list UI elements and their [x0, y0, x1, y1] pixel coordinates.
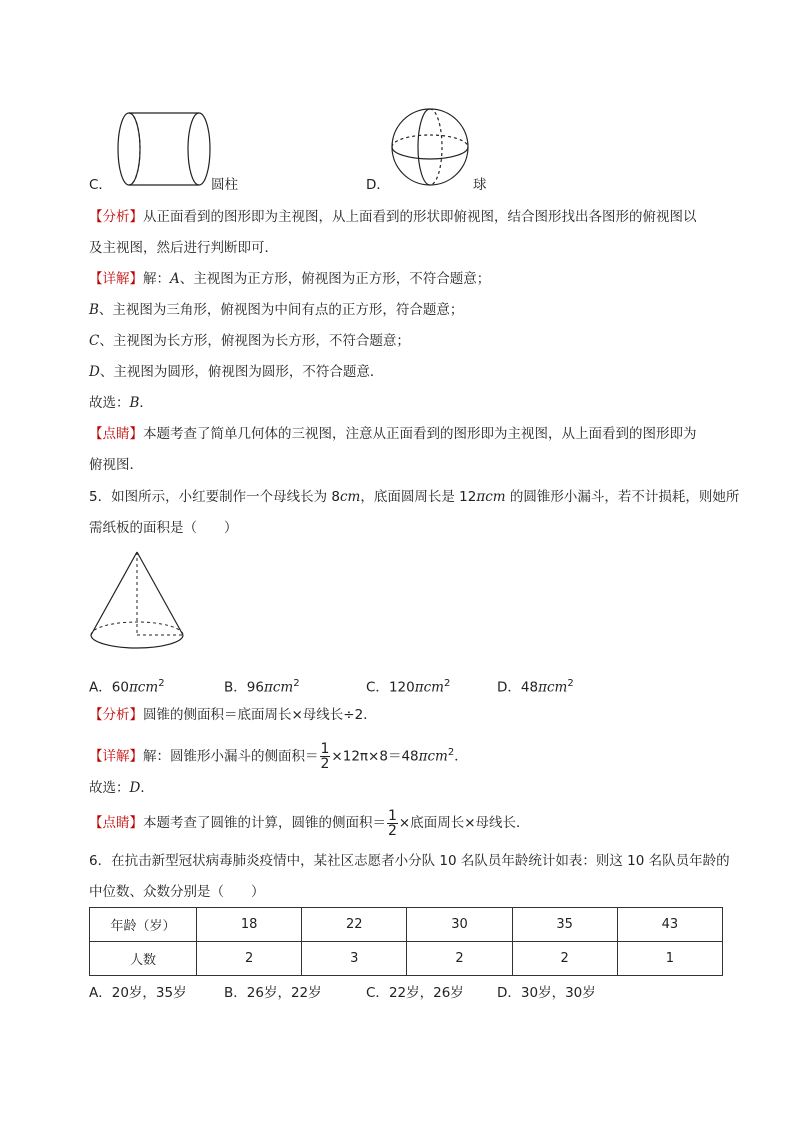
- q5-detail: [89, 736, 468, 774]
- answer-prefix: 故选：: [89, 780, 130, 796]
- detail-tag: 【详解】: [89, 748, 143, 765]
- table-row: [90, 908, 723, 942]
- option-label: A．: [89, 985, 112, 1001]
- option-unit: πcm: [128, 679, 159, 696]
- q6-option-d: [497, 983, 596, 1003]
- table-cell: 22: [302, 908, 407, 942]
- comment-text: ×底面周长×母线长．: [398, 815, 530, 831]
- q6-stem-line1: 6．在抗击新型冠状病毒肺炎疫情中，某社区志愿者小分队 10 名队员年龄统计如表：则这 10 名队员年龄的: [89, 853, 730, 869]
- q4-answer: [89, 393, 153, 413]
- detail-text: 解：圆锥形小漏斗的侧面积＝: [143, 748, 319, 765]
- fraction-denominator: 2: [320, 756, 330, 772]
- option-text: 22岁，26岁: [388, 985, 464, 1001]
- q4-analysis-line1: [89, 207, 697, 227]
- q6-option-a: [89, 983, 187, 1003]
- detail-tag: 【详解】: [89, 271, 143, 287]
- fraction-numerator: 1: [388, 807, 397, 824]
- option-exponent: 2: [158, 678, 165, 689]
- stem-text: ，底面圆周长是: [360, 489, 460, 505]
- fraction-numerator: 1: [320, 741, 330, 757]
- option-text: 26岁，22岁: [246, 985, 322, 1001]
- answer-suffix: ．: [140, 780, 154, 796]
- q4-option-d-label: D．: [366, 177, 390, 193]
- table-cell: 2: [197, 942, 302, 976]
- answer-prefix: 故选：: [89, 395, 130, 411]
- detail-text: ．: [454, 748, 468, 765]
- stem-number: 8: [331, 489, 340, 505]
- answer-value: B: [129, 395, 140, 411]
- detail-unit: πcm: [418, 748, 448, 765]
- option-unit: πcm: [538, 679, 568, 696]
- table-cell: 3: [302, 942, 407, 976]
- option-number: 60: [111, 679, 129, 696]
- option-number: 48: [520, 679, 539, 696]
- option-label: C．: [366, 679, 389, 696]
- cylinder-figure: [113, 108, 213, 190]
- table-cell: 18: [197, 908, 302, 942]
- age-table: [89, 907, 723, 976]
- table-header-age: 年龄（岁）: [90, 908, 197, 942]
- stem-text: 的圆锥形小漏斗，若不计损耗，则她所: [505, 489, 740, 505]
- analysis-text: 从正面看到的图形即为主视图，从上面看到的形状即俯视图，结合图形找出各图形的俯视图以: [143, 209, 697, 225]
- detail-letter: D: [89, 364, 100, 380]
- q4-option-c-label: C．: [89, 177, 112, 193]
- option-label: B．: [224, 679, 247, 696]
- q5-option-c: [366, 674, 450, 698]
- detail-text: ×12π×8＝48: [331, 748, 419, 765]
- detail-text: 、主视图为圆形，俯视图为圆形，不符合题意．: [99, 364, 384, 380]
- table-row: [90, 942, 723, 976]
- q4-analysis-line2: 及主视图，然后进行判断即可．: [89, 240, 278, 256]
- comment-tag: 【点睛】: [89, 426, 143, 442]
- q5-stem-line1: [89, 487, 739, 507]
- table-cell: 1: [617, 942, 722, 976]
- table-cell: 2: [407, 942, 512, 976]
- option-label: A．: [89, 679, 112, 696]
- q5-analysis: [89, 705, 377, 725]
- q6-option-b: [224, 983, 322, 1003]
- comment-tag: 【点睛】: [89, 815, 143, 831]
- fraction-denominator: 2: [388, 822, 397, 839]
- detail-exponent: 2: [447, 747, 455, 758]
- option-number: 96: [246, 679, 264, 696]
- answer-value: D: [129, 780, 141, 796]
- option-text: 30岁，30岁: [520, 985, 596, 1001]
- option-exponent: 2: [293, 678, 300, 689]
- q4-comment-line1: [89, 424, 697, 444]
- q4-detail-line4: [89, 362, 383, 382]
- q5-option-d: [497, 674, 574, 698]
- q6-stem-line2: 中位数、众数分别是（ ）: [89, 884, 265, 900]
- detail-letter: B: [89, 302, 99, 318]
- analysis-text: 圆锥的侧面积＝底面周长×母线长÷2．: [143, 707, 377, 723]
- q4-comment-line2: 俯视图．: [89, 457, 143, 473]
- analysis-tag: 【分析】: [89, 209, 143, 225]
- option-exponent: 2: [567, 678, 574, 689]
- cone-figure: [88, 549, 188, 653]
- option-label: D．: [497, 679, 521, 696]
- option-exponent: 2: [443, 678, 451, 689]
- q5-answer: [89, 778, 154, 798]
- answer-suffix: ．: [139, 395, 153, 411]
- q4-option-d-name: 球: [473, 177, 487, 193]
- detail-text: 解：: [143, 271, 170, 287]
- q5-option-b: [224, 674, 300, 698]
- detail-text: 、主视图为三角形，俯视图为中间有点的正方形，符合题意；: [98, 302, 464, 318]
- q5-stem-line2: 需纸板的面积是（ ）: [89, 520, 238, 536]
- table-header-count: 人数: [90, 942, 197, 976]
- q5-option-a: [89, 674, 165, 698]
- table-cell: 35: [512, 908, 617, 942]
- detail-text: 、主视图为长方形，俯视图为长方形，不符合题意；: [99, 333, 410, 349]
- stem-number: 12: [459, 489, 477, 505]
- table-cell: 30: [407, 908, 512, 942]
- comment-text: 本题考查了圆锥的计算，圆锥的侧面积＝: [143, 815, 386, 831]
- table-cell: 2: [512, 942, 617, 976]
- q4-detail-line3: [89, 331, 410, 351]
- detail-letter: A: [170, 271, 180, 287]
- detail-letter: C: [89, 333, 100, 349]
- q4-detail-line2: [89, 300, 463, 320]
- option-unit: πcm: [414, 679, 444, 696]
- comment-text: 本题考查了简单几何体的三视图，注意从正面看到的图形即为主视图，从上面看到的图形即为: [143, 426, 697, 442]
- stem-unit: πcm: [476, 489, 506, 505]
- option-label: D．: [497, 985, 521, 1001]
- fraction: [387, 809, 398, 838]
- q6-option-c: [366, 983, 464, 1003]
- table-cell: 43: [617, 908, 722, 942]
- detail-text: 、主视图为正方形，俯视图为正方形，不符合题意；: [179, 271, 491, 287]
- q4-option-c-name: 圆柱: [211, 177, 238, 193]
- fraction: [320, 742, 331, 771]
- option-unit: πcm: [263, 679, 294, 696]
- sphere-figure: [389, 106, 471, 188]
- option-label: B．: [224, 985, 247, 1001]
- option-text: 20岁，35岁: [111, 985, 187, 1001]
- option-number: 120: [388, 679, 415, 696]
- q5-comment: [89, 806, 530, 840]
- question-number: 5．: [89, 489, 112, 505]
- stem-text: 如图所示，小红要制作一个母线长为: [111, 489, 332, 505]
- stem-unit: cm: [339, 489, 361, 505]
- q4-detail-line1: [89, 269, 490, 289]
- option-label: C．: [366, 985, 389, 1001]
- analysis-tag: 【分析】: [89, 707, 143, 723]
